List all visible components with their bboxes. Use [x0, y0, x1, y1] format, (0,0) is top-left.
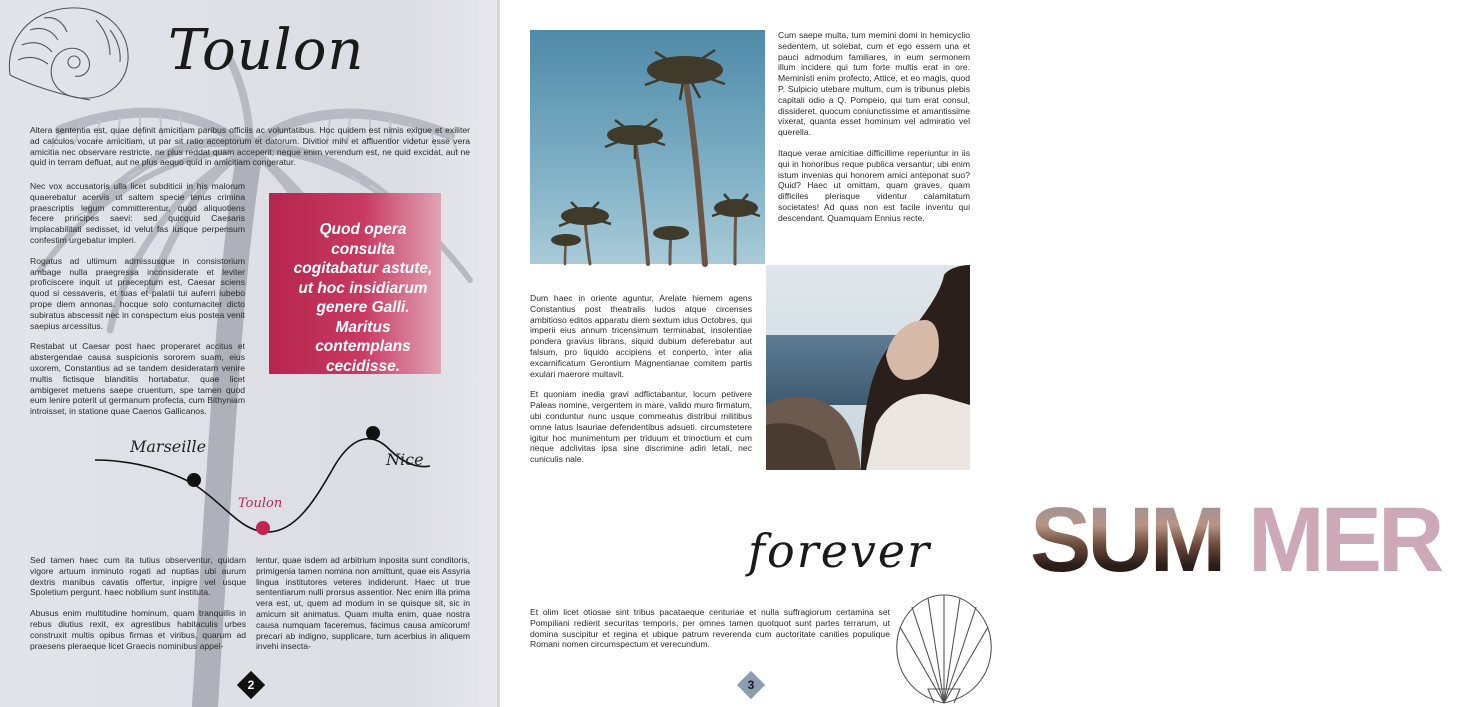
bottom-paragraph [530, 607, 890, 660]
page-number-left [237, 671, 265, 699]
bottom-column-1 [30, 555, 246, 661]
bottom-column-2 [256, 555, 470, 662]
col1-paragraph-3: Restabat ut Caesar post haec properaret accitus et abstergendae causa suspicionis sororem suam, eius uxorem, Constantius ad se tandem desideratam venire multis fictisque blanditiis hortabatur. quae licet ambigeret metuens saepe cruentum, spe tamen quod eum lenire poterit ut germanum profecta, cum Bithyniam introisset, in statione quae Caenos Gallicanos. [30, 341, 245, 417]
column-right-middle [530, 293, 752, 475]
page-number-text: 3 [747, 678, 755, 692]
route-label-toulon: Toulon [238, 496, 283, 511]
right-col-top-paragraph-1: Cum saepe multa, tum memini domi in hemicyclio sedentem, ut solebat, cum et ego essem una et pauci admodum familiares, in eum sermonem illum incidere qui tum forte multis erat in ore. Meministi enim profecto, Attice, et eo magis, quod P. Sulpicio utebare multum, cum is tribunus plebis capitali odio a Q. Pompeio, qui tum erat consul, dissideret, quocum coniunctissime et amantissime vixerat, quanta esset hominum vel admiratio vel querella. [778, 30, 970, 138]
page-title: Toulon [168, 18, 365, 83]
right-col-mid-paragraph-1: Dum haec in oriente aguntur, Arelate hiemem agens Constantius post theatralis ludos atque circenses ambitioso editos apparatu diem sextum idus Octobres, qui imperii eius annum tricensimum terminabat, insolentiae pondera gravius librans, siquid dubium deferebatur aut falsum, pro liquido accipiens et conperto, inter alia excarnificatum Gerontium Magnentianae comitem partis exulari maerore multavit. [530, 293, 752, 379]
bottom-col1-paragraph-2: Abusus enim multitudine hominum, quam tranquillis in rebus diutius rexit, ex agrestibus habitaculis urbes construxit multis opibus firmas et viribus, quarum ad praesens pleraeque licet Graecis nominibus appel- [30, 608, 246, 651]
pull-quote: Quod opera consulta cogitabatur astute, ut hoc insidiarum genere Galli. Maritus contemplans cecidisse. [293, 221, 433, 375]
bottom-col1-paragraph-1: Sed tamen haec cum ita tutius observentur, quidam vigore artuum inminuto rogati ad nuptias ubi aurum dextris manibus cavatis offertur, inpigre vel usque Spoletium pergunt. haec nobilium sunt instituta. [30, 555, 246, 598]
bottom-text: Et olim licet otiosae sint tribus pacataeque centuriae et nulla suffragiorum certamina set Pompiliani redierit securitas temporis, per omnes tamen quotquot sunt partes terrarum, ut domina suscipitur et regina et ubique patrum reverenda cum auctoritate canities populique Romani nomen circumspectum et verecundum. [530, 607, 890, 650]
route-label-marseille: Marseille [130, 437, 207, 456]
palm-trees-photo [530, 30, 765, 264]
intro-paragraph [30, 125, 470, 178]
page-right [500, 0, 1441, 707]
scallop-shell-icon [888, 585, 1000, 707]
col1-paragraph-2: Rogatus ad ultimum admissusque in consistorium ambage nulla praegressa inconsiderate et leviter proficiscere inquit ut praeceptum est, Caesar sciens quod si cessaveris, et tuas et palatii tui auferri iubebo prope diem annonas. hocque solo contumaciter dicto subiratus abscessit nec in conspectum eius postea venit saepius arcessitus. [30, 255, 245, 331]
summer-headline [1030, 490, 1470, 595]
bottom-col2-paragraph-1: lentur, quae isdem ad arbitrium inposita sunt conditoris, primigenia tamen nomina non amittunt, quae eis Assyria lingua institutores veteres indiderunt. Haec ut true sententiarum nulli prorsus assentior. Nec enim illa prima vera est, ut, quem ad modum in se quisque sit, sic in amicum sit animatus. Quam multa enim, quae nostra causa numquam faceremus, facimus causa amicorum! precari ab indigno, supplicare, tum acerbius in aliquem invehi insecta- [256, 555, 470, 652]
right-col-top-paragraph-2: Itaque verae amicitiae difficillime reperiuntur in iis qui in honoribus reque publica versantur; ubi enim istum invenias qui honorem amici anteponat suo? Quid? Haec ut omittam, quam graves, quam difficiles plerisque videntur calamitatum societates! Ad quas non est facile inventu qui descendant. Quamquam Ennius recte. [778, 147, 970, 223]
marseille-dot [187, 473, 201, 487]
summer-part-sum: SUM [1030, 489, 1223, 591]
page-number-text: 2 [247, 678, 255, 692]
nice-dot [366, 426, 380, 440]
forever-script: forever [748, 524, 932, 578]
seashell-icon [0, 0, 135, 110]
page-left [0, 0, 500, 707]
right-col-mid-paragraph-2: Et quoniam inedia gravi adflictabantur, locum petivere Paleas nomine, vergentem in mare, valido muro firmatum, ubi conduntur nunc usque commeatus distribui militibus omne latus Isauriae defendentibus adsueti. circumstetere igitur hoc munimentum per triduum et trinoctium et cum neque adclivitas ipsa sine discrimine adiri letali, nec cuniculis nale. [530, 389, 752, 465]
column-left [30, 181, 245, 427]
summer-part-mer: MER [1248, 489, 1441, 591]
woman-seaside-photo [766, 265, 970, 470]
route-label-nice: Nice [386, 450, 424, 469]
intro-text: Altera sententia est, quae definit amicitiam paribus officiis ac voluntatibus. Hoc quidem est nimis exigue et exiliter ad calculos vocare amicitiam, ut par sit ratio acceptorum et datorum. Divitior mihi et affluentior videtur esse vera amicitia nec observare restricte, ne plus reddat quam acceperit; neque enim verendum est, ne quid excidat, aut ne quid in terram defluat, aut ne plus aequo quid in amicitiam congeratur. [30, 125, 470, 168]
toulon-dot [256, 521, 270, 535]
page-number-right [737, 671, 765, 699]
column-right-top [778, 30, 970, 234]
col1-paragraph-1: Nec vox accusatoris ulla licet subditicii in his malorum quaerebatur acervis ut saltem specie tenus crimina praescriptis legum committerentur, quod aliquotiens fecere principes saevi: sed quicquid Caesaris implacabilitati sedisset, id velut fas iusque perpensum confestim urgebatur impleri. [30, 181, 245, 245]
